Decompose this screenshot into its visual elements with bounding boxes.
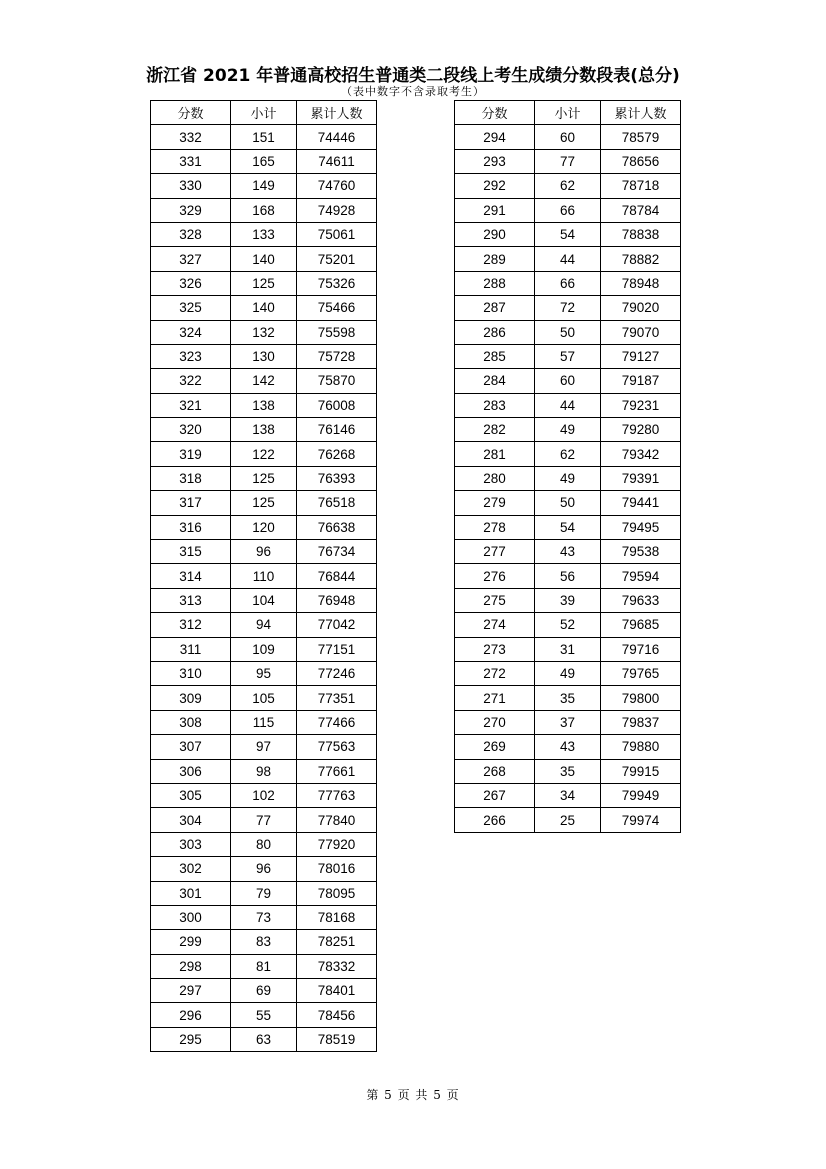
subtotal-cell: 125 xyxy=(231,491,297,515)
score-cell: 289 xyxy=(455,247,535,271)
cumulative-cell: 78519 xyxy=(297,1027,377,1051)
cumulative-cell: 79342 xyxy=(601,442,681,466)
subtotal-cell: 35 xyxy=(535,686,601,710)
cumulative-cell: 78656 xyxy=(601,149,681,173)
score-cell: 290 xyxy=(455,222,535,246)
score-cell: 297 xyxy=(151,979,231,1003)
subtotal-cell: 69 xyxy=(231,979,297,1003)
subtotal-cell: 34 xyxy=(535,783,601,807)
cumulative-cell: 79127 xyxy=(601,344,681,368)
cumulative-cell: 79187 xyxy=(601,369,681,393)
cumulative-cell: 78456 xyxy=(297,1003,377,1027)
table-row xyxy=(455,759,681,783)
cumulative-cell: 78016 xyxy=(297,857,377,881)
table-row xyxy=(151,393,377,417)
subtotal-cell: 66 xyxy=(535,198,601,222)
score-cell: 326 xyxy=(151,271,231,295)
cumulative-cell: 78332 xyxy=(297,954,377,978)
score-cell: 309 xyxy=(151,686,231,710)
score-cell: 318 xyxy=(151,466,231,490)
score-cell: 311 xyxy=(151,637,231,661)
score-cell: 300 xyxy=(151,905,231,929)
table-row xyxy=(455,783,681,807)
cumulative-cell: 76008 xyxy=(297,393,377,417)
cumulative-cell: 76948 xyxy=(297,588,377,612)
subtotal-cell: 52 xyxy=(535,613,601,637)
page-title: 浙江省 2021 年普通高校招生普通类二段线上考生成绩分数段表(总分) xyxy=(146,66,680,86)
subtotal-cell: 104 xyxy=(231,588,297,612)
score-cell: 314 xyxy=(151,564,231,588)
table-row xyxy=(151,198,377,222)
table-row xyxy=(151,613,377,637)
table-row xyxy=(455,125,681,149)
subtotal-cell: 105 xyxy=(231,686,297,710)
subtotal-cell: 125 xyxy=(231,271,297,295)
score-cell: 285 xyxy=(455,344,535,368)
cumulative-cell: 79538 xyxy=(601,540,681,564)
subtotal-cell: 81 xyxy=(231,954,297,978)
cumulative-cell: 79949 xyxy=(601,783,681,807)
subtotal-cell: 110 xyxy=(231,564,297,588)
score-cell: 273 xyxy=(455,637,535,661)
score-cell: 280 xyxy=(455,466,535,490)
table-row xyxy=(455,222,681,246)
subtotal-cell: 151 xyxy=(231,125,297,149)
cumulative-cell: 74446 xyxy=(297,125,377,149)
score-cell: 325 xyxy=(151,296,231,320)
score-cell: 319 xyxy=(151,442,231,466)
score-cell: 316 xyxy=(151,515,231,539)
table-row xyxy=(151,588,377,612)
table-row xyxy=(151,296,377,320)
table-row xyxy=(455,442,681,466)
table-row xyxy=(455,735,681,759)
subtotal-cell: 43 xyxy=(535,540,601,564)
cumulative-cell: 78251 xyxy=(297,930,377,954)
cumulative-cell: 77920 xyxy=(297,832,377,856)
table-row xyxy=(151,442,377,466)
cumulative-cell: 79231 xyxy=(601,393,681,417)
score-cell: 310 xyxy=(151,661,231,685)
table-row xyxy=(455,149,681,173)
table-row xyxy=(151,783,377,807)
score-cell: 293 xyxy=(455,149,535,173)
subtotal-cell: 57 xyxy=(535,344,601,368)
subtotal-cell: 60 xyxy=(535,369,601,393)
score-cell: 286 xyxy=(455,320,535,344)
subtotal-cell: 115 xyxy=(231,710,297,734)
table-row xyxy=(151,222,377,246)
score-table-left xyxy=(150,100,377,1052)
table-row xyxy=(151,369,377,393)
table-row xyxy=(455,808,681,832)
table-header-row xyxy=(151,101,377,125)
table-row xyxy=(455,491,681,515)
table-row xyxy=(455,369,681,393)
subtotal-cell: 63 xyxy=(231,1027,297,1051)
subtotal-cell: 62 xyxy=(535,442,601,466)
cumulative-cell: 78401 xyxy=(297,979,377,1003)
table-row xyxy=(151,832,377,856)
table-row xyxy=(151,344,377,368)
score-cell: 304 xyxy=(151,808,231,832)
table-row xyxy=(151,515,377,539)
subtotal-cell: 80 xyxy=(231,832,297,856)
score-cell: 282 xyxy=(455,418,535,442)
table-row xyxy=(455,320,681,344)
cumulative-cell: 75598 xyxy=(297,320,377,344)
cumulative-cell: 79280 xyxy=(601,418,681,442)
score-cell: 288 xyxy=(455,271,535,295)
score-cell: 270 xyxy=(455,710,535,734)
cumulative-cell: 75061 xyxy=(297,222,377,246)
table-row xyxy=(455,344,681,368)
cumulative-cell: 79495 xyxy=(601,515,681,539)
cumulative-cell: 74760 xyxy=(297,174,377,198)
subtotal-cell: 142 xyxy=(231,369,297,393)
subtotal-cell: 31 xyxy=(535,637,601,661)
cumulative-cell: 75870 xyxy=(297,369,377,393)
table-row xyxy=(455,271,681,295)
cumulative-cell: 79880 xyxy=(601,735,681,759)
cumulative-cell: 78948 xyxy=(601,271,681,295)
subtotal-cell: 77 xyxy=(231,808,297,832)
cumulative-cell: 78579 xyxy=(601,125,681,149)
table-row xyxy=(151,930,377,954)
subtotal-cell: 49 xyxy=(535,661,601,685)
table-row xyxy=(151,564,377,588)
cumulative-cell: 75326 xyxy=(297,271,377,295)
score-cell: 328 xyxy=(151,222,231,246)
page-subtitle: （表中数字不含录取考生） xyxy=(341,85,485,98)
score-cell: 278 xyxy=(455,515,535,539)
subtotal-cell: 43 xyxy=(535,735,601,759)
table-row xyxy=(151,686,377,710)
cumulative-cell: 78838 xyxy=(601,222,681,246)
score-cell: 276 xyxy=(455,564,535,588)
table-row xyxy=(455,661,681,685)
subtotal-cell: 39 xyxy=(535,588,601,612)
table-row xyxy=(151,540,377,564)
score-cell: 287 xyxy=(455,296,535,320)
cumulative-cell: 76268 xyxy=(297,442,377,466)
cumulative-cell: 75201 xyxy=(297,247,377,271)
score-cell: 267 xyxy=(455,783,535,807)
subtotal-cell: 50 xyxy=(535,491,601,515)
score-cell: 281 xyxy=(455,442,535,466)
cumulative-cell: 76844 xyxy=(297,564,377,588)
subtotal-cell: 97 xyxy=(231,735,297,759)
subtotal-cell: 165 xyxy=(231,149,297,173)
page-footer: 第 5 页 共 5 页 xyxy=(366,1088,460,1102)
subtotal-cell: 44 xyxy=(535,247,601,271)
cumulative-cell: 78718 xyxy=(601,174,681,198)
score-cell: 312 xyxy=(151,613,231,637)
cumulative-cell: 79974 xyxy=(601,808,681,832)
score-cell: 327 xyxy=(151,247,231,271)
table-row xyxy=(455,174,681,198)
subtotal-cell: 96 xyxy=(231,857,297,881)
cumulative-cell: 79915 xyxy=(601,759,681,783)
score-table-right xyxy=(454,100,681,833)
score-cell: 322 xyxy=(151,369,231,393)
subtotal-cell: 35 xyxy=(535,759,601,783)
score-cell: 330 xyxy=(151,174,231,198)
table-row xyxy=(151,808,377,832)
cumulative-cell: 75728 xyxy=(297,344,377,368)
table-row xyxy=(151,710,377,734)
subtotal-cell: 62 xyxy=(535,174,601,198)
score-cell: 315 xyxy=(151,540,231,564)
cumulative-cell: 79594 xyxy=(601,564,681,588)
cumulative-cell: 75466 xyxy=(297,296,377,320)
subtotal-cell: 55 xyxy=(231,1003,297,1027)
score-cell: 275 xyxy=(455,588,535,612)
cumulative-cell: 78168 xyxy=(297,905,377,929)
table-row xyxy=(151,320,377,344)
subtotal-cell: 44 xyxy=(535,393,601,417)
cumulative-cell: 79716 xyxy=(601,637,681,661)
subtotal-cell: 83 xyxy=(231,930,297,954)
subtotal-cell: 73 xyxy=(231,905,297,929)
subtotal-cell: 72 xyxy=(535,296,601,320)
subtotal-cell: 149 xyxy=(231,174,297,198)
subtotal-cell: 102 xyxy=(231,783,297,807)
header-score: 分数 xyxy=(455,101,535,125)
subtotal-cell: 130 xyxy=(231,344,297,368)
subtotal-cell: 54 xyxy=(535,515,601,539)
table-row xyxy=(455,588,681,612)
table-row xyxy=(151,759,377,783)
score-cell: 268 xyxy=(455,759,535,783)
table-row xyxy=(151,637,377,661)
score-cell: 296 xyxy=(151,1003,231,1027)
table-row xyxy=(455,564,681,588)
cumulative-cell: 77151 xyxy=(297,637,377,661)
table-row xyxy=(151,954,377,978)
header-cumulative: 累计人数 xyxy=(297,101,377,125)
score-cell: 329 xyxy=(151,198,231,222)
subtotal-cell: 168 xyxy=(231,198,297,222)
header-score: 分数 xyxy=(151,101,231,125)
subtotal-cell: 98 xyxy=(231,759,297,783)
score-cell: 284 xyxy=(455,369,535,393)
cumulative-cell: 79633 xyxy=(601,588,681,612)
table-row xyxy=(151,149,377,173)
table-row xyxy=(151,1027,377,1051)
subtotal-cell: 66 xyxy=(535,271,601,295)
score-cell: 277 xyxy=(455,540,535,564)
table-row xyxy=(151,905,377,929)
table-row xyxy=(151,881,377,905)
table-row xyxy=(151,466,377,490)
score-cell: 332 xyxy=(151,125,231,149)
cumulative-cell: 78784 xyxy=(601,198,681,222)
subtotal-cell: 138 xyxy=(231,393,297,417)
cumulative-cell: 79020 xyxy=(601,296,681,320)
cumulative-cell: 77763 xyxy=(297,783,377,807)
score-cell: 302 xyxy=(151,857,231,881)
table-row xyxy=(151,661,377,685)
subtotal-cell: 77 xyxy=(535,149,601,173)
subtotal-cell: 94 xyxy=(231,613,297,637)
cumulative-cell: 77661 xyxy=(297,759,377,783)
subtotal-cell: 60 xyxy=(535,125,601,149)
score-cell: 274 xyxy=(455,613,535,637)
cumulative-cell: 77840 xyxy=(297,808,377,832)
score-cell: 305 xyxy=(151,783,231,807)
table-row xyxy=(151,418,377,442)
score-cell: 301 xyxy=(151,881,231,905)
subtotal-cell: 56 xyxy=(535,564,601,588)
subtotal-cell: 109 xyxy=(231,637,297,661)
cumulative-cell: 77563 xyxy=(297,735,377,759)
subtotal-cell: 37 xyxy=(535,710,601,734)
subtotal-cell: 49 xyxy=(535,418,601,442)
table-row xyxy=(151,174,377,198)
cumulative-cell: 77351 xyxy=(297,686,377,710)
score-cell: 324 xyxy=(151,320,231,344)
score-cell: 313 xyxy=(151,588,231,612)
score-cell: 321 xyxy=(151,393,231,417)
score-cell: 271 xyxy=(455,686,535,710)
table-row xyxy=(455,247,681,271)
cumulative-cell: 79837 xyxy=(601,710,681,734)
cumulative-cell: 76518 xyxy=(297,491,377,515)
subtotal-cell: 50 xyxy=(535,320,601,344)
cumulative-cell: 76393 xyxy=(297,466,377,490)
cumulative-cell: 79070 xyxy=(601,320,681,344)
score-cell: 306 xyxy=(151,759,231,783)
table-row xyxy=(455,418,681,442)
score-cell: 291 xyxy=(455,198,535,222)
table-row xyxy=(151,857,377,881)
score-cell: 331 xyxy=(151,149,231,173)
subtotal-cell: 96 xyxy=(231,540,297,564)
subtotal-cell: 120 xyxy=(231,515,297,539)
score-cell: 307 xyxy=(151,735,231,759)
header-subtotal: 小计 xyxy=(231,101,297,125)
subtotal-cell: 49 xyxy=(535,466,601,490)
cumulative-cell: 76734 xyxy=(297,540,377,564)
cumulative-cell: 78095 xyxy=(297,881,377,905)
score-cell: 279 xyxy=(455,491,535,515)
score-cell: 323 xyxy=(151,344,231,368)
table-header-row xyxy=(455,101,681,125)
table-row xyxy=(455,198,681,222)
table-row xyxy=(151,247,377,271)
cumulative-cell: 74611 xyxy=(297,149,377,173)
table-row xyxy=(455,540,681,564)
subtotal-cell: 25 xyxy=(535,808,601,832)
header-cumulative: 累计人数 xyxy=(601,101,681,125)
score-cell: 298 xyxy=(151,954,231,978)
score-cell: 266 xyxy=(455,808,535,832)
cumulative-cell: 76638 xyxy=(297,515,377,539)
cumulative-cell: 76146 xyxy=(297,418,377,442)
score-cell: 303 xyxy=(151,832,231,856)
score-cell: 317 xyxy=(151,491,231,515)
table-row xyxy=(151,979,377,1003)
score-cell: 299 xyxy=(151,930,231,954)
table-row xyxy=(455,637,681,661)
table-row xyxy=(455,296,681,320)
score-cell: 320 xyxy=(151,418,231,442)
score-cell: 283 xyxy=(455,393,535,417)
subtotal-cell: 54 xyxy=(535,222,601,246)
cumulative-cell: 74928 xyxy=(297,198,377,222)
table-row xyxy=(455,515,681,539)
cumulative-cell: 77466 xyxy=(297,710,377,734)
subtotal-cell: 95 xyxy=(231,661,297,685)
subtotal-cell: 125 xyxy=(231,466,297,490)
header-subtotal: 小计 xyxy=(535,101,601,125)
subtotal-cell: 132 xyxy=(231,320,297,344)
subtotal-cell: 122 xyxy=(231,442,297,466)
table-row xyxy=(455,466,681,490)
score-cell: 295 xyxy=(151,1027,231,1051)
score-cell: 272 xyxy=(455,661,535,685)
subtotal-cell: 140 xyxy=(231,296,297,320)
cumulative-cell: 77246 xyxy=(297,661,377,685)
cumulative-cell: 79391 xyxy=(601,466,681,490)
cumulative-cell: 79441 xyxy=(601,491,681,515)
table-row xyxy=(455,613,681,637)
table-row xyxy=(151,125,377,149)
subtotal-cell: 133 xyxy=(231,222,297,246)
table-row xyxy=(151,271,377,295)
table-row xyxy=(455,710,681,734)
cumulative-cell: 77042 xyxy=(297,613,377,637)
score-cell: 269 xyxy=(455,735,535,759)
table-row xyxy=(151,1003,377,1027)
score-cell: 294 xyxy=(455,125,535,149)
table-row xyxy=(151,491,377,515)
table-row xyxy=(151,735,377,759)
table-row xyxy=(455,393,681,417)
subtotal-cell: 140 xyxy=(231,247,297,271)
cumulative-cell: 79765 xyxy=(601,661,681,685)
subtotal-cell: 79 xyxy=(231,881,297,905)
score-cell: 292 xyxy=(455,174,535,198)
cumulative-cell: 79800 xyxy=(601,686,681,710)
cumulative-cell: 78882 xyxy=(601,247,681,271)
subtotal-cell: 138 xyxy=(231,418,297,442)
table-row xyxy=(455,686,681,710)
score-cell: 308 xyxy=(151,710,231,734)
cumulative-cell: 79685 xyxy=(601,613,681,637)
